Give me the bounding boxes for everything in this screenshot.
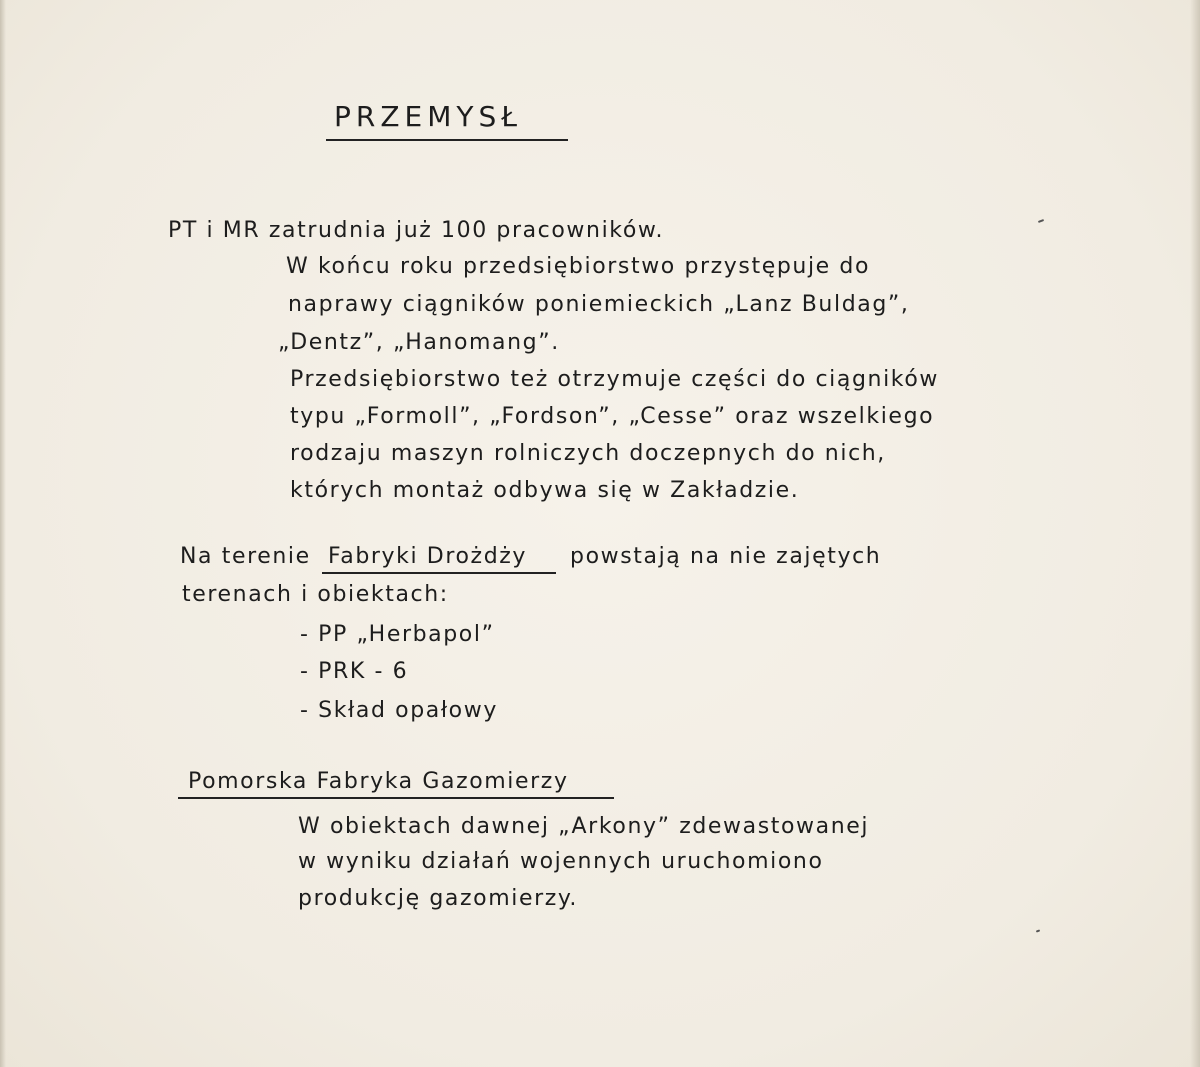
section3-line-2: w wyniku działań wojennych uruchomiono	[298, 849, 824, 874]
page-edge-right	[1190, 0, 1200, 1067]
section1-line-8: których montaż odbywa się w Zakładzie.	[290, 478, 800, 503]
section1-line-2: W końcu roku przedsiębiorstwo przystępuje do	[286, 254, 871, 279]
title-underline	[326, 139, 568, 141]
section3-heading: Pomorska Fabryka Gazomierzy	[188, 769, 569, 794]
paper-speck	[1036, 929, 1040, 932]
paper-speck	[1038, 219, 1044, 223]
page-title: PRZEMYSŁ	[334, 100, 522, 133]
section2-heading-underline	[322, 572, 556, 574]
section2-item-2: - PRK - 6	[300, 659, 409, 684]
section2-intro-line-2: terenach i obiektach:	[182, 582, 449, 607]
section1-line-7: rodzaju maszyn rolniczych doczepnych do nich,	[290, 441, 886, 466]
section2-intro-before: Na terenie	[180, 544, 311, 569]
section3-line-1: W obiektach dawnej „Arkony” zdewastowanej	[298, 814, 870, 839]
section1-line-6: typu „Formoll”, „Fordson”, „Cesse” oraz wszelkiego	[290, 404, 935, 429]
section2-heading: Fabryki Drożdży	[328, 544, 528, 569]
section2-item-1: - PP „Herbapol”	[300, 622, 495, 647]
page-edge-left	[0, 0, 6, 1067]
section2-item-3: - Skład opałowy	[300, 698, 498, 723]
section3-line-3: produkcję gazomierzy.	[298, 886, 578, 911]
section2-intro-after: powstają na nie zajętych	[570, 544, 882, 569]
section1-line-4: „Dentz”, „Hanomang”.	[278, 330, 560, 355]
section3-heading-underline	[178, 797, 614, 799]
section1-line-1: PT i MR zatrudnia już 100 pracowników.	[168, 218, 665, 243]
section1-line-3: naprawy ciągników poniemieckich „Lanz Buldag”,	[288, 292, 910, 317]
section1-line-5: Przedsiębiorstwo też otrzymuje części do ciągników	[290, 367, 939, 392]
